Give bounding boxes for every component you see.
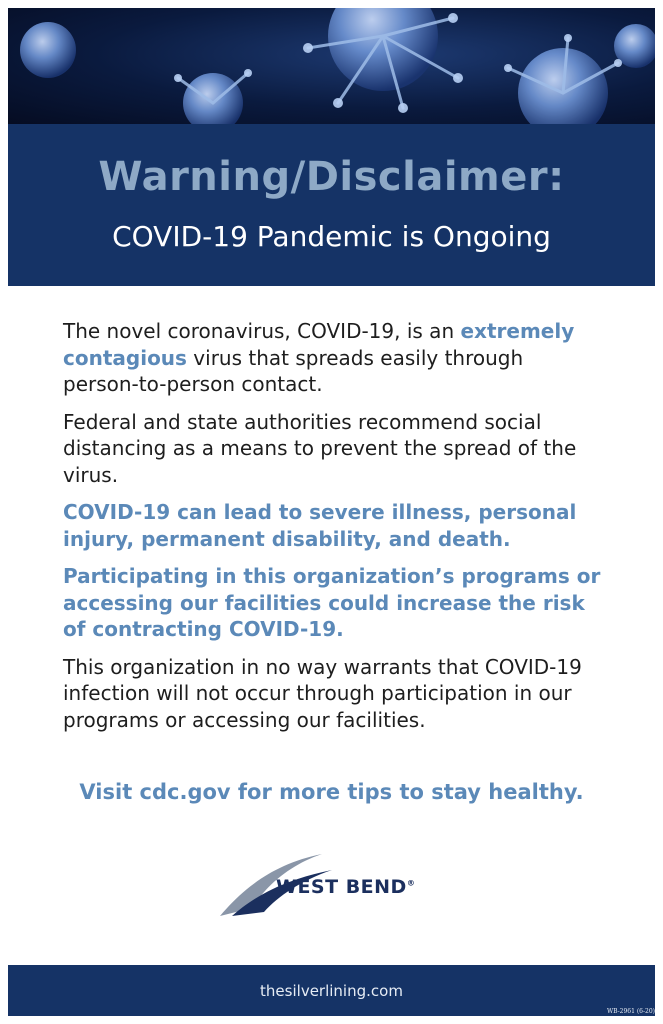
form-code: WB-2961 (6-20) xyxy=(606,1008,655,1015)
paragraph-increased-risk: Participating in this organization’s programs or accessing our facilities could increase the risk of contracting COVID-19. xyxy=(63,564,601,641)
disclaimer-body xyxy=(63,318,603,744)
virus-header-image xyxy=(8,8,655,124)
cdc-call-to-action: Visit cdc.gov for more tips to stay healthy. xyxy=(79,780,584,804)
page-subtitle: COVID-19 Pandemic is Ongoing xyxy=(112,220,551,253)
highlight-extremely-contagious: extremely contagious xyxy=(63,319,575,370)
footer-band xyxy=(8,965,655,1016)
paragraph-severe-illness: COVID-19 can lead to severe illness, personal injury, permanent disability, and death. xyxy=(63,500,577,551)
paragraph-1-end: virus that spreads easily through person-to-person contact. xyxy=(63,345,524,396)
west-bend-logo xyxy=(212,850,462,922)
paragraph-social-distancing: Federal and state authorities recommend social distancing as a means to prevent the spread of the virus. xyxy=(63,409,577,487)
paragraph-1-start: The novel coronavirus, COVID-19, is an xyxy=(63,319,461,343)
paragraph-no-warranty: This organization in no way warrants that COVID-19 infection will not occur through participation in our programs or accessing our facilities. xyxy=(63,654,582,732)
title-band xyxy=(8,124,655,286)
footer-url: thesilverlining.com xyxy=(260,982,403,1000)
paragraph-contagious xyxy=(63,318,603,398)
page-title: Warning/Disclaimer: xyxy=(98,154,565,200)
logo-wordmark: WEST BEND® xyxy=(276,876,416,898)
